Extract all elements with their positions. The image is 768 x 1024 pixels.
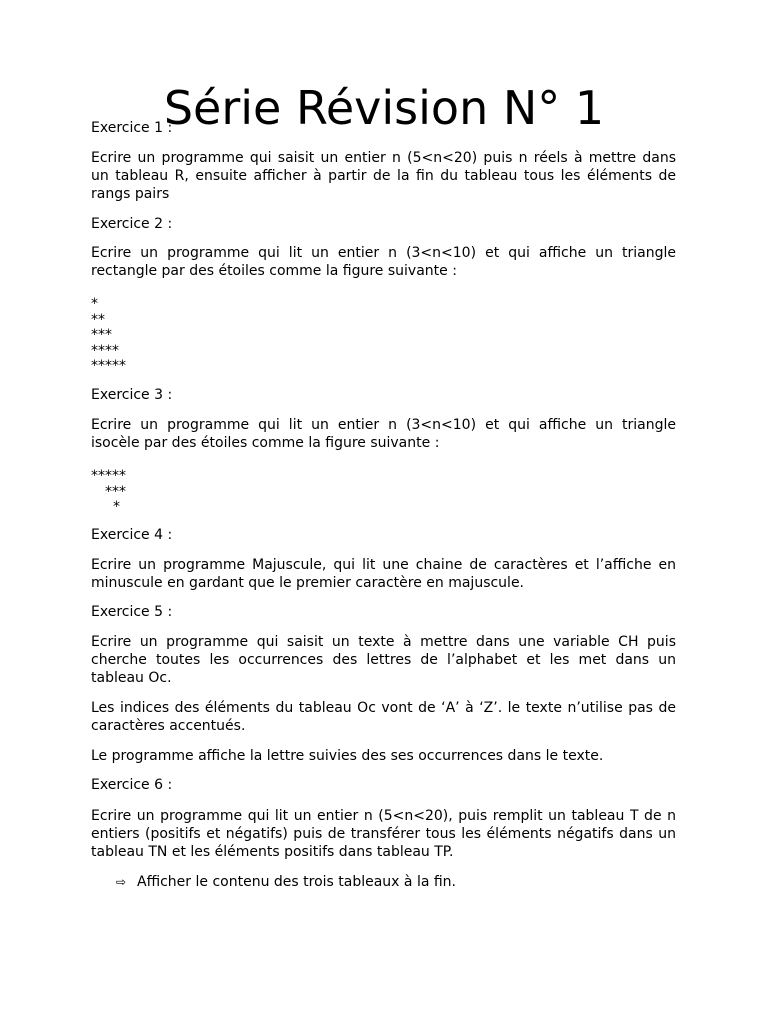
exercise-5-paragraph-2 [91,699,676,735]
exercise-1-paragraph [91,149,676,203]
exercise-3-star-figure [91,469,676,516]
paragraph-line: rectangle par des étoiles comme la figure suivante : [91,263,457,279]
paragraph-line: caractères accentués. [91,718,246,734]
exercise-2-paragraph [91,244,676,280]
star-row: * [113,499,120,515]
star-row: ** [91,311,105,328]
star-row: *** [91,327,112,343]
exercise-4-paragraph [91,556,676,592]
exercise-5-heading: Exercice 5 : [91,604,173,620]
paragraph-line: un tableau R, ensuite afficher à partir de la fin du tableau tous les éléments de [91,168,676,184]
exercise-1-heading: Exercice 1 : [91,120,173,136]
paragraph-line: Ecrire un programme Majuscule, qui lit une chaine de caractères et l’affiche en [91,557,676,573]
exercise-2-heading: Exercice 2 : [91,216,173,232]
paragraph-line: Les indices des éléments du tableau Oc vont de ‘A’ à ‘Z’. le texte n’utilise pas de [91,700,676,716]
star-row: ***** [91,358,126,374]
exercise-5-paragraph-1 [91,633,676,687]
arrow-right-icon [113,873,129,891]
paragraph-line: Ecrire un programme qui lit un entier n (3<n<10) et qui affiche un triangle [91,417,676,433]
exercise-3-paragraph [91,416,676,452]
star-row: **** [91,342,119,359]
paragraph-line: tableau TN et les éléments positifs dans tableau TP. [91,844,454,860]
paragraph-line: entiers (positifs et négatifs) puis de transférer tous les éléments négatifs dans un [91,826,676,842]
paragraph-line: tableau Oc. [91,670,172,686]
paragraph-line: Ecrire un programme qui lit un entier n (5<n<20), puis remplit un tableau T de n [91,808,676,824]
star-row: *** [105,483,126,500]
exercise-5-paragraph-3 [91,747,676,765]
paragraph-line: Ecrire un programme qui saisit un texte à mettre dans une variable CH puis [91,634,676,650]
paragraph-line: Ecrire un programme qui lit un entier n (3<n<10) et qui affiche un triangle [91,245,676,261]
page-title: Série Révision N° 1 [163,80,605,135]
paragraph-line: cherche toutes les occurrences des lettres de l’alphabet et les met dans un [91,652,676,668]
exercise-4-heading: Exercice 4 : [91,527,173,543]
paragraph-line: minuscule en gardant que le premier caractère en majuscule. [91,575,525,591]
exercise-6-paragraph [91,807,676,861]
paragraph-line: Ecrire un programme qui saisit un entier n (5<n<20) puis n réels à mettre dans [91,150,676,166]
exercise-6-bullet-item [137,873,676,891]
paragraph-line: isocèle par des étoiles comme la figure suivante : [91,435,440,451]
paragraph-line: Le programme affiche la lettre suivies des ses occurrences dans le texte. [91,748,604,764]
paragraph-line: rangs pairs [91,186,170,202]
bullet-text: Afficher le contenu des trois tableaux à la fin. [137,874,457,890]
exercise-3-heading: Exercice 3 : [91,387,173,403]
star-row: * [91,296,98,312]
star-row: ***** [91,468,126,484]
exercise-6-heading: Exercice 6 : [91,777,173,793]
exercise-2-star-figure [91,297,676,375]
